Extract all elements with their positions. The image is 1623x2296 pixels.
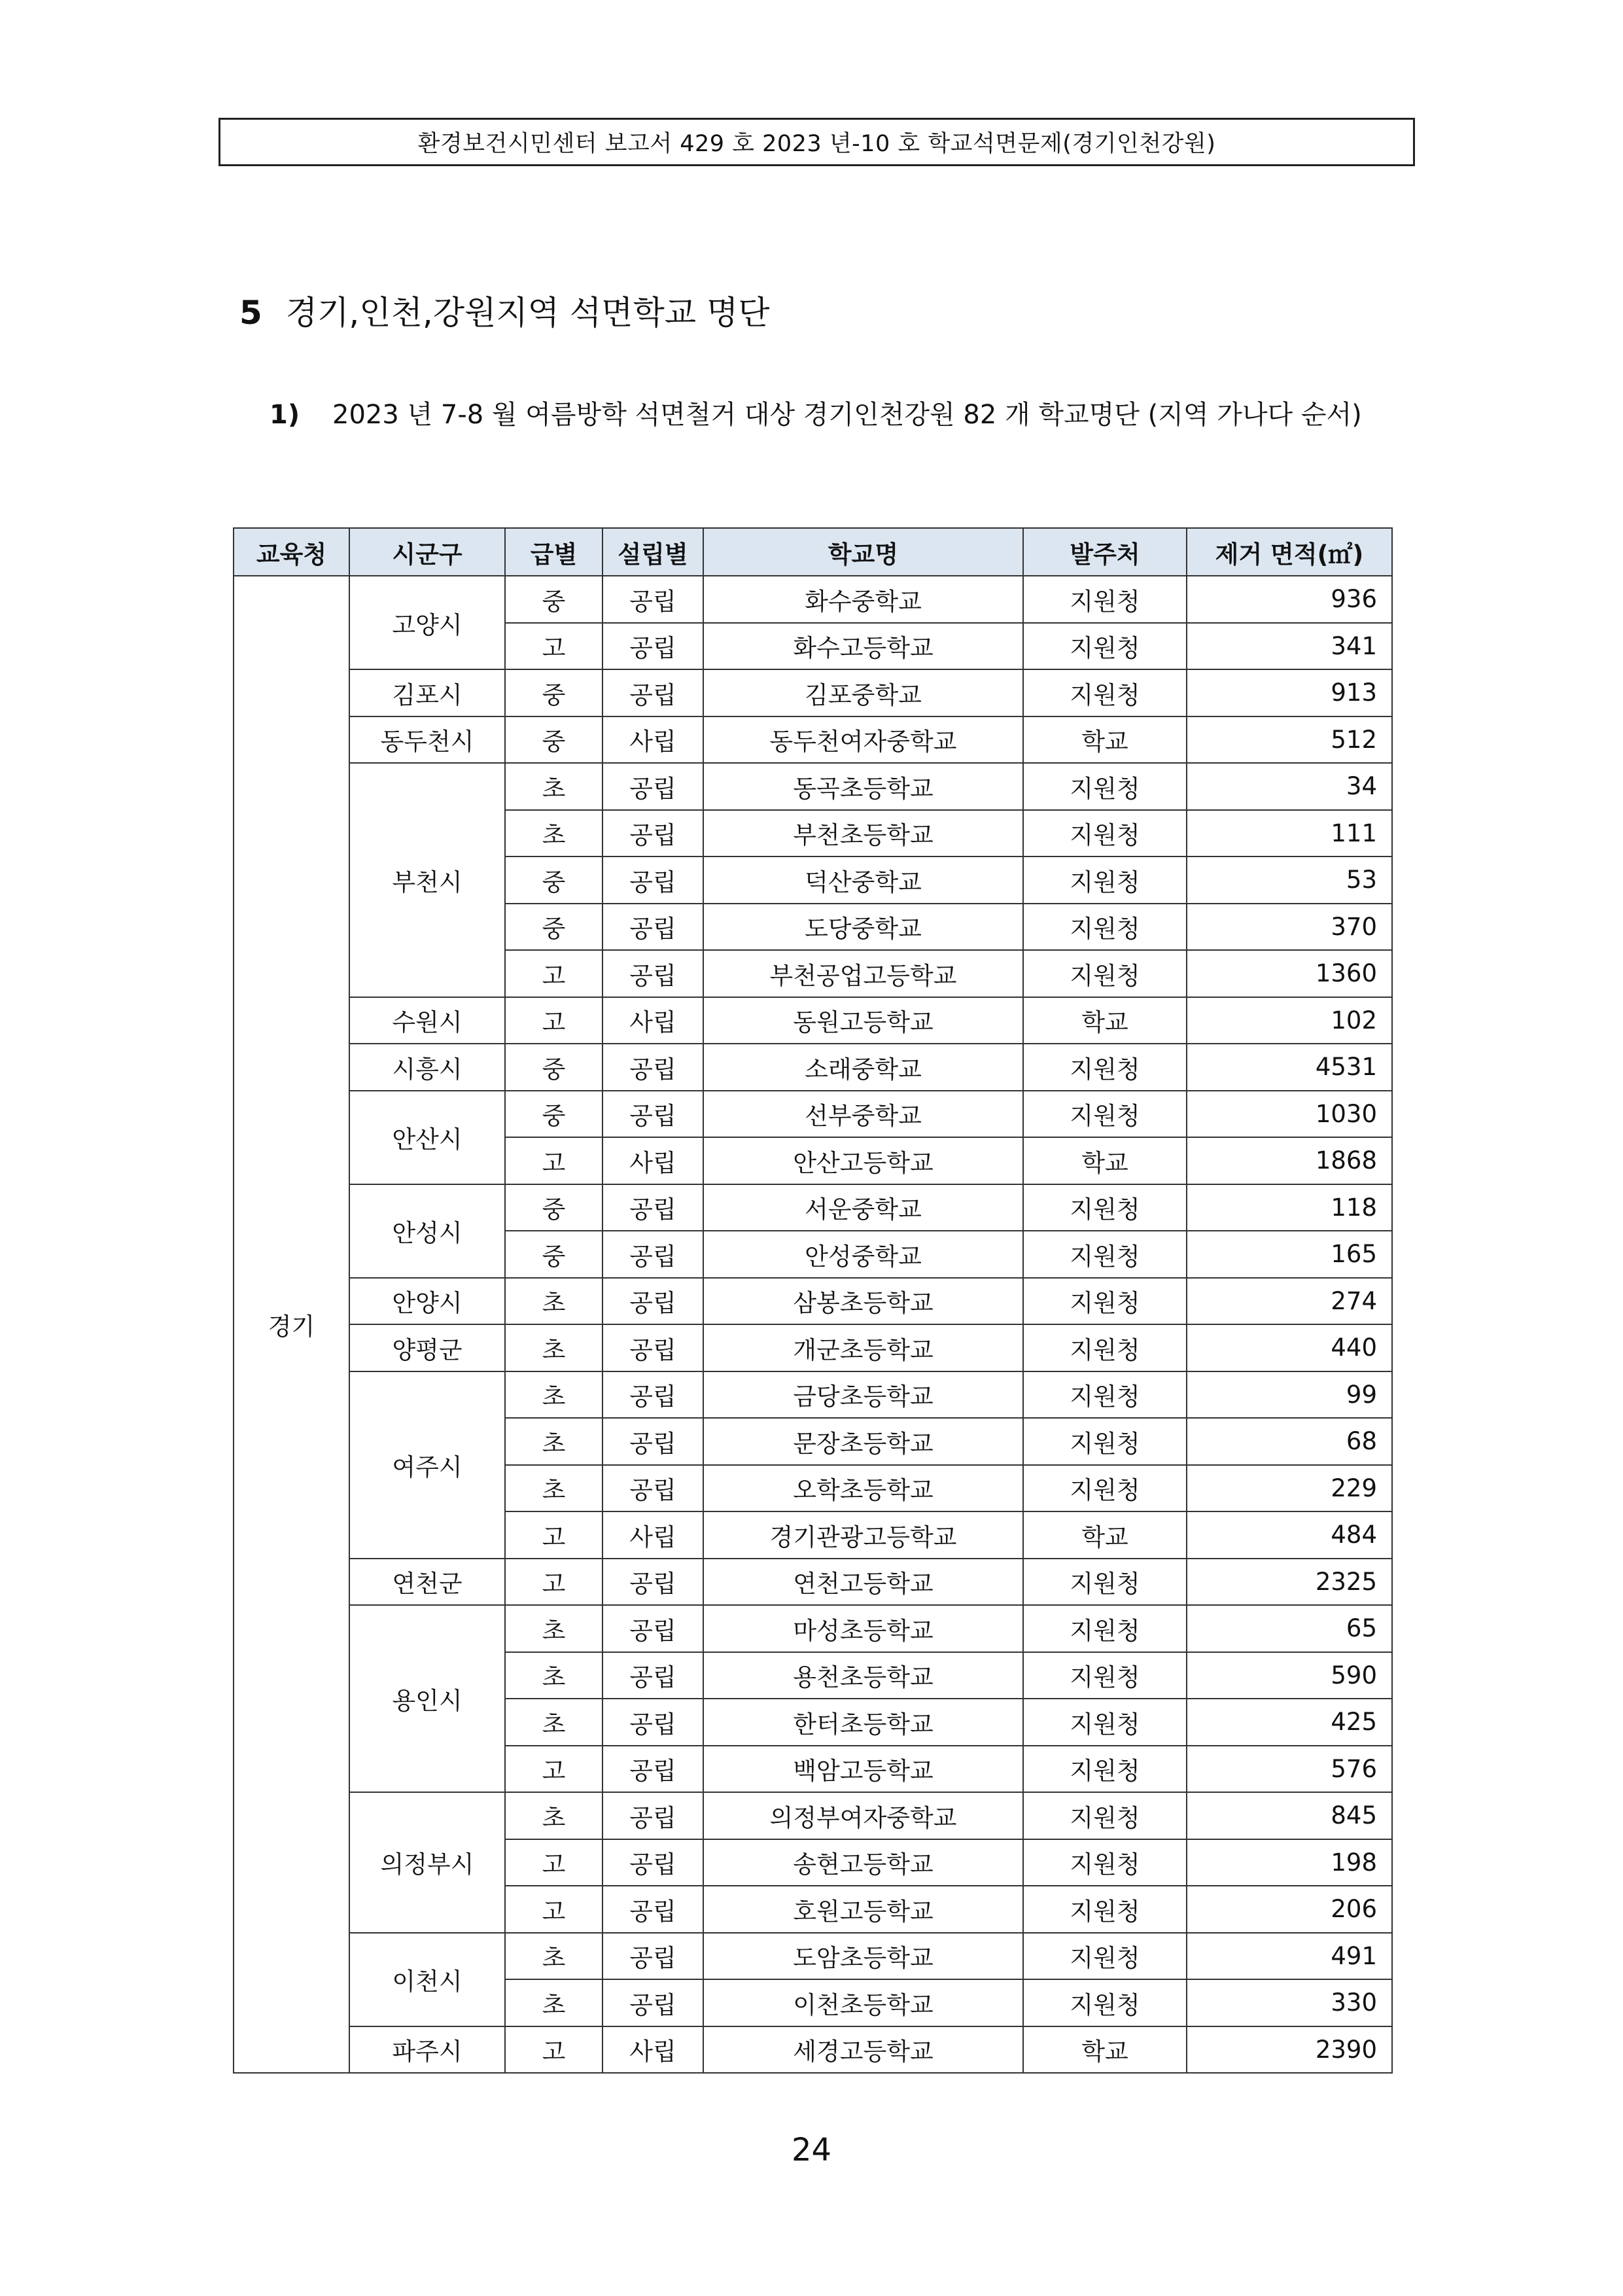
school-name-cell: 오학초등학교 bbox=[703, 1465, 1023, 1512]
establishment-type-cell: 사립 bbox=[602, 716, 703, 764]
city-cell: 안성시 bbox=[349, 1184, 505, 1278]
school-name-cell: 용천초등학교 bbox=[703, 1652, 1023, 1699]
column-header: 제거 면적(㎡) bbox=[1187, 528, 1392, 576]
school-name-cell: 한터초등학교 bbox=[703, 1699, 1023, 1746]
school-level-cell: 초 bbox=[505, 1933, 602, 1980]
city-cell: 수원시 bbox=[349, 997, 505, 1044]
removal-area-cell: 1868 bbox=[1187, 1137, 1392, 1184]
establishment-type-cell: 공립 bbox=[602, 1465, 703, 1512]
removal-area-cell: 512 bbox=[1187, 716, 1392, 764]
school-name-cell: 안성중학교 bbox=[703, 1231, 1023, 1278]
city-cell: 고양시 bbox=[349, 576, 505, 669]
school-level-cell: 초 bbox=[505, 1465, 602, 1512]
section-heading bbox=[239, 287, 770, 334]
removal-area-cell: 341 bbox=[1187, 623, 1392, 670]
removal-area-cell: 2390 bbox=[1187, 2026, 1392, 2074]
page-number: 24 bbox=[791, 2132, 832, 2168]
school-level-cell: 중 bbox=[505, 1184, 602, 1231]
city-cell: 양평군 bbox=[349, 1324, 505, 1371]
school-name-cell: 삼봉초등학교 bbox=[703, 1278, 1023, 1325]
school-level-cell: 초 bbox=[505, 1792, 602, 1839]
table-row bbox=[234, 1933, 1392, 1980]
establishment-type-cell: 공립 bbox=[602, 669, 703, 716]
school-name-cell: 안산고등학교 bbox=[703, 1137, 1023, 1184]
orderer-cell: 지원청 bbox=[1023, 1792, 1187, 1839]
school-name-cell: 금당초등학교 bbox=[703, 1371, 1023, 1419]
orderer-cell: 지원청 bbox=[1023, 1231, 1187, 1278]
school-name-cell: 서운중학교 bbox=[703, 1184, 1023, 1231]
establishment-type-cell: 사립 bbox=[602, 997, 703, 1044]
removal-area-cell: 1030 bbox=[1187, 1091, 1392, 1138]
report-header-title: 환경보건시민센터 보고서 429 호 2023 년-10 호 학교석면문제(경기인천강원) bbox=[417, 131, 1216, 157]
establishment-type-cell: 공립 bbox=[602, 1559, 703, 1606]
orderer-cell: 지원청 bbox=[1023, 1933, 1187, 1980]
city-cell: 안양시 bbox=[349, 1278, 505, 1325]
establishment-type-cell: 공립 bbox=[602, 1044, 703, 1091]
establishment-type-cell: 공립 bbox=[602, 1746, 703, 1793]
establishment-type-cell: 공립 bbox=[602, 623, 703, 670]
establishment-type-cell: 공립 bbox=[602, 1324, 703, 1371]
school-level-cell: 중 bbox=[505, 669, 602, 716]
establishment-type-cell: 사립 bbox=[602, 1511, 703, 1559]
school-name-cell: 송현고등학교 bbox=[703, 1839, 1023, 1886]
subsection-heading bbox=[270, 390, 1395, 440]
establishment-type-cell: 공립 bbox=[602, 1933, 703, 1980]
city-cell: 부천시 bbox=[349, 763, 505, 997]
orderer-cell: 지원청 bbox=[1023, 857, 1187, 904]
school-name-cell: 화수고등학교 bbox=[703, 623, 1023, 670]
removal-area-cell: 1360 bbox=[1187, 950, 1392, 997]
table-header-row bbox=[234, 528, 1392, 576]
removal-area-cell: 118 bbox=[1187, 1184, 1392, 1231]
removal-area-cell: 165 bbox=[1187, 1231, 1392, 1278]
table-row bbox=[234, 1278, 1392, 1325]
table-row bbox=[234, 576, 1392, 623]
establishment-type-cell: 사립 bbox=[602, 1137, 703, 1184]
orderer-cell: 지원청 bbox=[1023, 1465, 1187, 1512]
establishment-type-cell: 공립 bbox=[602, 1278, 703, 1325]
column-header: 급별 bbox=[505, 528, 602, 576]
orderer-cell: 지원청 bbox=[1023, 904, 1187, 951]
school-name-cell: 선부중학교 bbox=[703, 1091, 1023, 1138]
table-row bbox=[234, 1184, 1392, 1231]
city-cell: 파주시 bbox=[349, 2026, 505, 2074]
city-cell: 의정부시 bbox=[349, 1792, 505, 1933]
establishment-type-cell: 공립 bbox=[602, 1839, 703, 1886]
school-level-cell: 고 bbox=[505, 1511, 602, 1559]
school-name-cell: 호원고등학교 bbox=[703, 1886, 1023, 1933]
establishment-type-cell: 공립 bbox=[602, 1699, 703, 1746]
table-row bbox=[234, 1792, 1392, 1839]
school-level-cell: 고 bbox=[505, 2026, 602, 2074]
orderer-cell: 학교 bbox=[1023, 1511, 1187, 1559]
removal-area-cell: 65 bbox=[1187, 1605, 1392, 1652]
removal-area-cell: 111 bbox=[1187, 810, 1392, 857]
removal-area-cell: 484 bbox=[1187, 1511, 1392, 1559]
school-name-cell: 문장초등학교 bbox=[703, 1418, 1023, 1465]
orderer-cell: 지원청 bbox=[1023, 669, 1187, 716]
school-level-cell: 중 bbox=[505, 1044, 602, 1091]
school-list-table bbox=[233, 527, 1393, 2074]
orderer-cell: 지원청 bbox=[1023, 810, 1187, 857]
school-name-cell: 도암초등학교 bbox=[703, 1933, 1023, 1980]
school-level-cell: 고 bbox=[505, 1886, 602, 1933]
orderer-cell: 지원청 bbox=[1023, 1371, 1187, 1419]
school-name-cell: 소래중학교 bbox=[703, 1044, 1023, 1091]
school-level-cell: 고 bbox=[505, 950, 602, 997]
city-cell: 김포시 bbox=[349, 669, 505, 716]
section-number: 5 bbox=[239, 294, 262, 332]
school-level-cell: 초 bbox=[505, 1324, 602, 1371]
school-level-cell: 초 bbox=[505, 1699, 602, 1746]
establishment-type-cell: 공립 bbox=[602, 810, 703, 857]
removal-area-cell: 274 bbox=[1187, 1278, 1392, 1325]
orderer-cell: 지원청 bbox=[1023, 1699, 1187, 1746]
school-name-cell: 화수중학교 bbox=[703, 576, 1023, 623]
removal-area-cell: 936 bbox=[1187, 576, 1392, 623]
table-row bbox=[234, 1324, 1392, 1371]
removal-area-cell: 229 bbox=[1187, 1465, 1392, 1512]
school-level-cell: 초 bbox=[505, 1371, 602, 1419]
establishment-type-cell: 공립 bbox=[602, 1418, 703, 1465]
school-name-cell: 도당중학교 bbox=[703, 904, 1023, 951]
establishment-type-cell: 공립 bbox=[602, 904, 703, 951]
school-name-cell: 마성초등학교 bbox=[703, 1605, 1023, 1652]
subsection-number: 1) bbox=[270, 400, 300, 430]
school-level-cell: 중 bbox=[505, 857, 602, 904]
table-row bbox=[234, 997, 1392, 1044]
removal-area-cell: 491 bbox=[1187, 1933, 1392, 1980]
establishment-type-cell: 공립 bbox=[602, 1792, 703, 1839]
school-level-cell: 초 bbox=[505, 1652, 602, 1699]
school-name-cell: 경기관광고등학교 bbox=[703, 1511, 1023, 1559]
establishment-type-cell: 공립 bbox=[602, 950, 703, 997]
establishment-type-cell: 공립 bbox=[602, 763, 703, 810]
school-level-cell: 중 bbox=[505, 904, 602, 951]
school-level-cell: 고 bbox=[505, 623, 602, 670]
orderer-cell: 지원청 bbox=[1023, 1839, 1187, 1886]
establishment-type-cell: 공립 bbox=[602, 1886, 703, 1933]
orderer-cell: 지원청 bbox=[1023, 763, 1187, 810]
establishment-type-cell: 공립 bbox=[602, 1605, 703, 1652]
column-header: 설립별 bbox=[602, 528, 703, 576]
orderer-cell: 지원청 bbox=[1023, 1184, 1187, 1231]
orderer-cell: 지원청 bbox=[1023, 576, 1187, 623]
orderer-cell: 지원청 bbox=[1023, 1324, 1187, 1371]
column-header: 발주처 bbox=[1023, 528, 1187, 576]
orderer-cell: 학교 bbox=[1023, 2026, 1187, 2074]
establishment-type-cell: 사립 bbox=[602, 2026, 703, 2074]
city-cell: 동두천시 bbox=[349, 716, 505, 764]
orderer-cell: 지원청 bbox=[1023, 1652, 1187, 1699]
table-row bbox=[234, 2026, 1392, 2074]
column-header: 시군구 bbox=[349, 528, 505, 576]
removal-area-cell: 99 bbox=[1187, 1371, 1392, 1419]
establishment-type-cell: 공립 bbox=[602, 1652, 703, 1699]
school-name-cell: 개군초등학교 bbox=[703, 1324, 1023, 1371]
school-name-cell: 동곡초등학교 bbox=[703, 763, 1023, 810]
orderer-cell: 학교 bbox=[1023, 997, 1187, 1044]
orderer-cell: 지원청 bbox=[1023, 1091, 1187, 1138]
school-level-cell: 고 bbox=[505, 1559, 602, 1606]
city-cell: 용인시 bbox=[349, 1605, 505, 1792]
school-level-cell: 초 bbox=[505, 1605, 602, 1652]
school-name-cell: 이천초등학교 bbox=[703, 1979, 1023, 2026]
school-level-cell: 중 bbox=[505, 716, 602, 764]
school-name-cell: 연천고등학교 bbox=[703, 1559, 1023, 1606]
establishment-type-cell: 공립 bbox=[602, 1231, 703, 1278]
table-row bbox=[234, 716, 1392, 764]
school-name-cell: 동두천여자중학교 bbox=[703, 716, 1023, 764]
school-name-cell: 부천공업고등학교 bbox=[703, 950, 1023, 997]
school-level-cell: 중 bbox=[505, 576, 602, 623]
table-body bbox=[234, 576, 1392, 2073]
school-level-cell: 초 bbox=[505, 1418, 602, 1465]
school-name-cell: 김포중학교 bbox=[703, 669, 1023, 716]
removal-area-cell: 845 bbox=[1187, 1792, 1392, 1839]
removal-area-cell: 4531 bbox=[1187, 1044, 1392, 1091]
school-level-cell: 고 bbox=[505, 1839, 602, 1886]
removal-area-cell: 34 bbox=[1187, 763, 1392, 810]
school-level-cell: 초 bbox=[505, 1278, 602, 1325]
orderer-cell: 지원청 bbox=[1023, 1979, 1187, 2026]
school-name-cell: 동원고등학교 bbox=[703, 997, 1023, 1044]
school-level-cell: 초 bbox=[505, 1979, 602, 2026]
orderer-cell: 지원청 bbox=[1023, 1044, 1187, 1091]
removal-area-cell: 68 bbox=[1187, 1418, 1392, 1465]
orderer-cell: 지원청 bbox=[1023, 1886, 1187, 1933]
education-office-cell: 경기 bbox=[234, 576, 349, 2073]
table-row bbox=[234, 1044, 1392, 1091]
table-row bbox=[234, 1605, 1392, 1652]
removal-area-cell: 53 bbox=[1187, 857, 1392, 904]
removal-area-cell: 330 bbox=[1187, 1979, 1392, 2026]
orderer-cell: 지원청 bbox=[1023, 1278, 1187, 1325]
orderer-cell: 지원청 bbox=[1023, 1746, 1187, 1793]
city-cell: 안산시 bbox=[349, 1091, 505, 1184]
removal-area-cell: 576 bbox=[1187, 1746, 1392, 1793]
removal-area-cell: 440 bbox=[1187, 1324, 1392, 1371]
establishment-type-cell: 공립 bbox=[602, 576, 703, 623]
orderer-cell: 지원청 bbox=[1023, 1605, 1187, 1652]
table-row bbox=[234, 1371, 1392, 1419]
table-row bbox=[234, 669, 1392, 716]
establishment-type-cell: 공립 bbox=[602, 1979, 703, 2026]
school-level-cell: 중 bbox=[505, 1231, 602, 1278]
school-name-cell: 세경고등학교 bbox=[703, 2026, 1023, 2074]
removal-area-cell: 370 bbox=[1187, 904, 1392, 951]
school-name-cell: 부천초등학교 bbox=[703, 810, 1023, 857]
orderer-cell: 지원청 bbox=[1023, 623, 1187, 670]
city-cell: 연천군 bbox=[349, 1559, 505, 1606]
removal-area-cell: 102 bbox=[1187, 997, 1392, 1044]
removal-area-cell: 2325 bbox=[1187, 1559, 1392, 1606]
removal-area-cell: 913 bbox=[1187, 669, 1392, 716]
orderer-cell: 학교 bbox=[1023, 716, 1187, 764]
establishment-type-cell: 공립 bbox=[602, 1371, 703, 1419]
school-level-cell: 고 bbox=[505, 1137, 602, 1184]
city-cell: 시흥시 bbox=[349, 1044, 505, 1091]
school-name-cell: 백암고등학교 bbox=[703, 1746, 1023, 1793]
removal-area-cell: 590 bbox=[1187, 1652, 1392, 1699]
orderer-cell: 지원청 bbox=[1023, 1559, 1187, 1606]
school-level-cell: 초 bbox=[505, 763, 602, 810]
city-cell: 이천시 bbox=[349, 1933, 505, 2026]
school-name-cell: 의정부여자중학교 bbox=[703, 1792, 1023, 1839]
section-title: 경기,인천,강원지역 석면학교 명단 bbox=[285, 294, 770, 332]
table-row bbox=[234, 1091, 1392, 1138]
establishment-type-cell: 공립 bbox=[602, 857, 703, 904]
removal-area-cell: 425 bbox=[1187, 1699, 1392, 1746]
city-cell: 여주시 bbox=[349, 1371, 505, 1559]
orderer-cell: 지원청 bbox=[1023, 1418, 1187, 1465]
orderer-cell: 지원청 bbox=[1023, 950, 1187, 997]
school-level-cell: 고 bbox=[505, 1746, 602, 1793]
column-header: 학교명 bbox=[703, 528, 1023, 576]
establishment-type-cell: 공립 bbox=[602, 1091, 703, 1138]
table-row bbox=[234, 763, 1392, 810]
school-level-cell: 고 bbox=[505, 997, 602, 1044]
removal-area-cell: 198 bbox=[1187, 1839, 1392, 1886]
report-header bbox=[218, 118, 1415, 166]
column-header: 교육청 bbox=[234, 528, 349, 576]
subsection-text: 2023 년 7-8 월 여름방학 석면철거 대상 경기인천강원 82 개 학교명단 (지역 가나다 순서) bbox=[332, 400, 1362, 430]
school-name-cell: 덕산중학교 bbox=[703, 857, 1023, 904]
school-level-cell: 초 bbox=[505, 810, 602, 857]
establishment-type-cell: 공립 bbox=[602, 1184, 703, 1231]
school-level-cell: 중 bbox=[505, 1091, 602, 1138]
table-row bbox=[234, 1559, 1392, 1606]
removal-area-cell: 206 bbox=[1187, 1886, 1392, 1933]
orderer-cell: 학교 bbox=[1023, 1137, 1187, 1184]
